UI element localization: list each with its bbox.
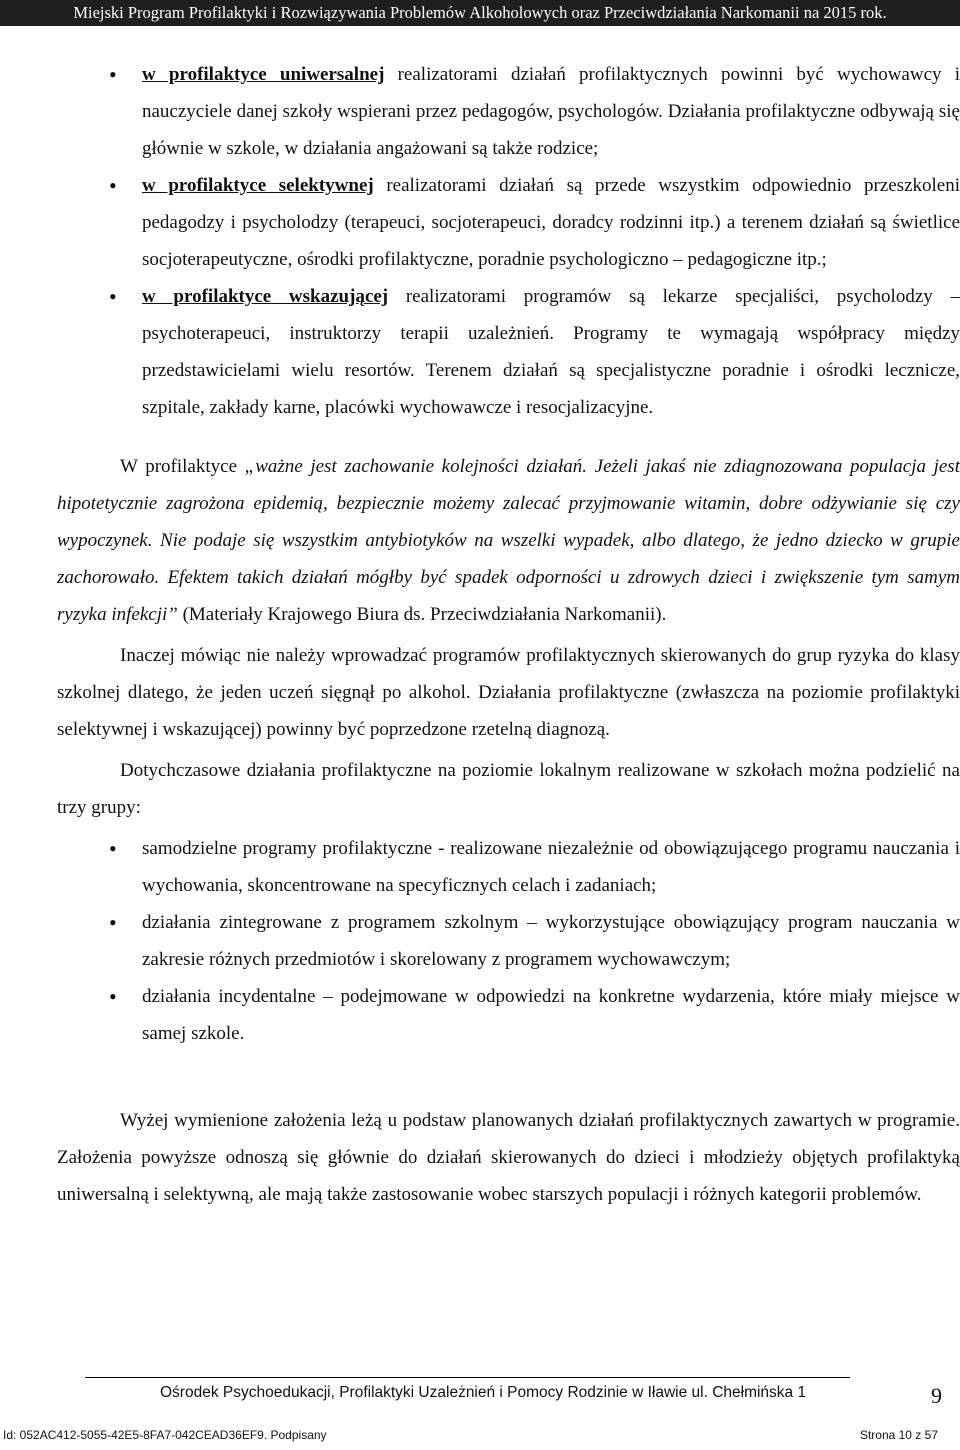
list-item-text: realizatorami programów są lekarze specjaliści, psycholodzy – psychoterapeuci, instruktorzy terapii uzależnień. Programy te wymagają współpracy między przedstawicielami wielu resortów. Terenem działań są specjalistyczne poradnie i ośrodki lecznicze, szpitale, zakłady karne, placówki wychowawcze i resocjalizacyjne. bbox=[142, 286, 960, 418]
list-item-text: działania zintegrowane z programem szkolnym – wykorzystujące obowiązujący program nauczania w zakresie różnych przedmiotów i skorelowany z programem wychowawczym; bbox=[142, 912, 960, 970]
list-item-incidental bbox=[57, 978, 960, 1052]
page-counter: Strona 10 z 57 bbox=[859, 1428, 938, 1442]
bullet-icon: • bbox=[109, 284, 117, 309]
header-title: Miejski Program Profilaktyki i Rozwiązywania Problemów Alkoholowych oraz Przeciwdziałania Narkomanii na 2015 rok. bbox=[73, 3, 887, 22]
list-item-text: realizatorami działań są przede wszystkim odpowiednio przeszkoleni pedagodzy i psycholodzy (terapeuci, socjoterapeuci, doradcy rodzinni itp.) a terenem działań są świetlice socjoterapeutyczne, ośrodki profilaktyczne, poradnie psychologiczno – pedagogiczne itp.; bbox=[142, 175, 960, 270]
paragraph-quote-italic: „ważne jest zachowanie kolejności działań. Jeżeli jakaś nie zdiagnozowana populacja jest hipotetycznie zagrożona epidemią, bezpiecznie możemy zalecać przyjmowanie witamin, dobre odżywianie się czy wypoczynek. Nie podaje się wszystkim antybiotyków na wszelki wypadek, albo dlatego, że jedno dziecko w grupie zachorowało. Efektem takich działań mógłby być spadek odporności u zdrowych dzieci i zwiększenie tym samym ryzyka infekcji” bbox=[57, 456, 960, 625]
prevention-levels-list bbox=[57, 56, 960, 426]
list-item-text: samodzielne programy profilaktyczne - realizowane niezależnie od obowiązującego programu nauczania i wychowania, skoncentrowane na specyficznych celach i zadaniach; bbox=[142, 838, 960, 896]
paragraph-quote bbox=[57, 448, 960, 633]
list-item-standalone bbox=[57, 830, 960, 904]
bullet-icon: • bbox=[109, 62, 117, 87]
bullet-icon: • bbox=[109, 836, 117, 861]
paragraph-groups-intro: Dotychczasowe działania profilaktyczne na poziomie lokalnym realizowane w szkołach można podzielić na trzy grupy: bbox=[57, 760, 960, 818]
footer-address: Ośrodek Psychoedukacji, Profilaktyki Uzależnień i Pomocy Rodzinie w Iławie ul. Chełmińska 1 bbox=[160, 1384, 807, 1401]
list-item-text: działania incydentalne – podejmowane w odpowiedzi na konkretne wydarzenia, które miały miejsce w samej szkole. bbox=[142, 986, 960, 1044]
bullet-icon: • bbox=[109, 173, 117, 198]
list-item-lead: w profilaktyce selektywnej bbox=[142, 175, 374, 196]
list-item-selective bbox=[57, 167, 960, 278]
document-id: Id: 052AC412-5055-42E5-8FA7-042CEAD36EF9. Podpisany bbox=[3, 1428, 327, 1442]
bullet-icon: • bbox=[109, 910, 117, 935]
page-number: 9 bbox=[931, 1383, 942, 1408]
list-item-lead: w profilaktyce uniwersalnej bbox=[142, 64, 385, 85]
list-item-indicated bbox=[57, 278, 960, 426]
list-item-text: realizatorami działań profilaktycznych powinni być wychowawcy i nauczyciele danej szkoły wspierani przez pedagogów, psychologów. Działania profilaktyczne odbywają się głównie w szkole, w działania angażowani są także rodzice; bbox=[142, 64, 960, 159]
list-item-integrated bbox=[57, 904, 960, 978]
page-content bbox=[57, 56, 960, 1213]
list-item-lead: w profilaktyce wskazującej bbox=[142, 286, 389, 307]
bullet-icon: • bbox=[109, 984, 117, 1009]
paragraph-quote-start: W profilaktyce bbox=[120, 456, 245, 477]
paragraph-diagnosis: Inaczej mówiąc nie należy wprowadzać programów profilaktycznych skierowanych do grup ryzyka do klasy szkolnej dlatego, że jeden uczeń sięgnął po alkohol. Działania profilaktyczne (zwłaszcza na poziomie profilaktyki selektywnej i wskazującej) powinny być poprzedzone rzetelną diagnozą. bbox=[57, 645, 960, 740]
document-header bbox=[0, 0, 960, 26]
paragraph-assumptions: Wyżej wymienione założenia leżą u podstaw planowanych działań profilaktycznych zawartych w programie. Założenia powyższe odnoszą się głównie do działań skierowanych do dzieci i młodzieży objętych profilaktyką uniwersalną i selektywną, ale mają także zastosowanie wobec starszych populacji i różnych kategorii problemów. bbox=[57, 1110, 960, 1205]
footer-divider bbox=[85, 1377, 850, 1378]
list-item-universal bbox=[57, 56, 960, 167]
paragraph-quote-end: (Materiały Krajowego Biura ds. Przeciwdziałania Narkomanii). bbox=[177, 604, 667, 625]
action-groups-list bbox=[57, 830, 960, 1052]
